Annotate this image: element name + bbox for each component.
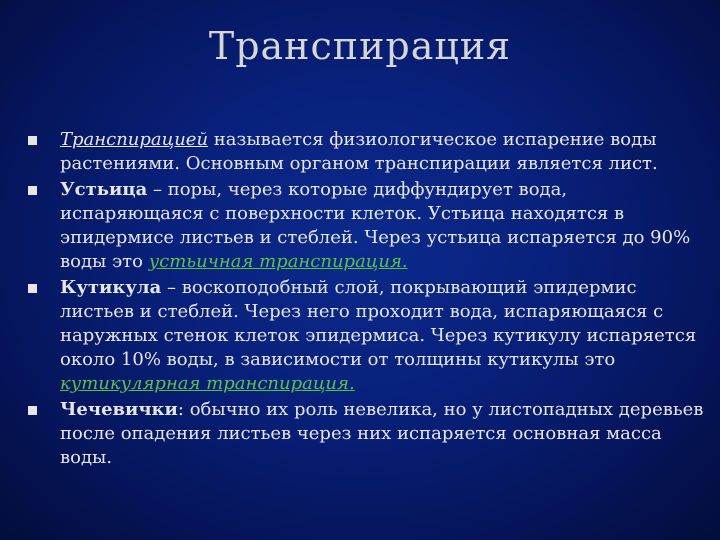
list-item: [24, 128, 704, 176]
term-lenticels: Чечевички: [60, 399, 178, 420]
term-stomata: Устьица: [60, 179, 148, 200]
item-text: – поры, через которые диффундирует вода, испаряющаяся с поверхности клеток. Устьица находятся в эпидермисе листьев и стеблей. Через устьица испаряется до 90% воды это: [60, 179, 691, 272]
term-cuticle: Кутикула: [60, 277, 162, 298]
square-bullet-icon: [28, 136, 37, 145]
square-bullet-icon: [28, 284, 37, 293]
list-item: [24, 398, 704, 470]
list-item: [24, 276, 704, 396]
term-transpiration: Транспирацией: [60, 129, 209, 150]
cuticular-transpiration-link[interactable]: кутикулярная транспирация.: [60, 373, 355, 394]
square-bullet-icon: [28, 186, 37, 195]
slide-title: Транспирация: [208, 24, 512, 68]
item-text: : обычно их роль невелика, но у листопадных деревьев после опадения листьев через них испаряется основная масса воды.: [60, 399, 704, 468]
stomatal-transpiration-link[interactable]: устьичная транспирация.: [148, 251, 408, 272]
item-text: называется физиологическое испарение воды растениями. Основным органом транспирации является лист.: [60, 129, 658, 174]
item-text: – воскоподобный слой, покрывающий эпидермис листьев и стеблей. Через него проходит вода, испаряющаяся с наружных стенок клеток эпидермиса. Через кутикулу испаряется около 10% воды, в зависимости от толщины кутикулы это: [60, 277, 697, 370]
bullet-list: [24, 128, 704, 472]
square-bullet-icon: [28, 406, 37, 415]
list-item: [24, 178, 704, 274]
